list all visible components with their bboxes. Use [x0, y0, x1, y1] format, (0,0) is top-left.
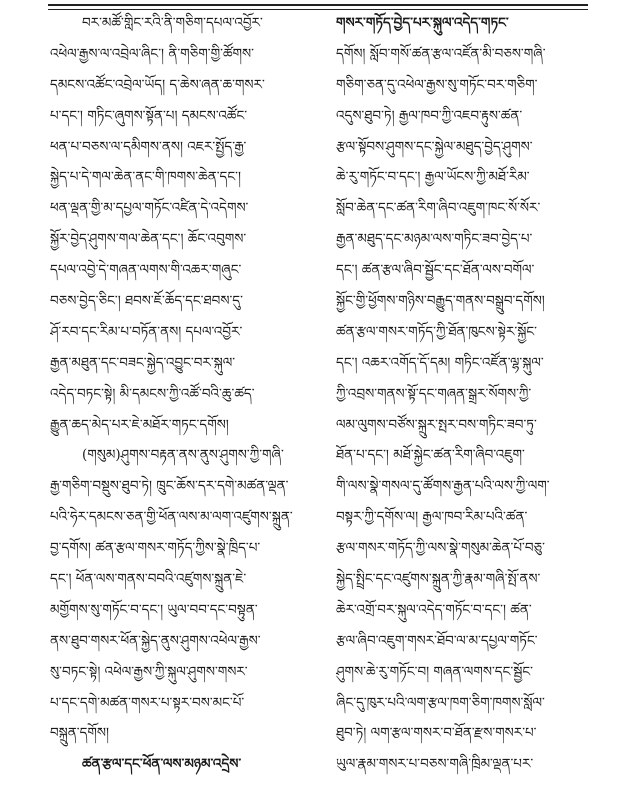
text-line: དང་། འཆར་འགོད་དོ་དམ། གཏིང་འཛོན་ལྷ་སྐུལ་: [336, 354, 544, 371]
text-line: ཀྱི་འབྲས་གནས་སྟོ་དང་གཞན་སྒྲར་སོགས་ཀྱི་: [336, 385, 532, 402]
text-line: ནས་ཐུབ་གསར་ཕོན་སྐྱེད་ནུས་ཤུགས་འཕེལ་རྒྱས་: [50, 632, 261, 649]
text-line: སྐྱོང་གྱི་ཕྱོགས་གཉིས་བརྒྱུད་གནས་བསྒྲུབ་དགོས།: [336, 293, 545, 310]
text-line: སྐྱེད་སྤྲིང་དང་འཛུགས་སྐྲུན་ཀྱི་རྣམ་གཞི་སྤོ་ནས་: [336, 571, 541, 588]
text-line: རྩལ་ཞིབ་འཇུག་གསར་ཐོབ་ལ་མ་དཔྱལ་གཏོང་: [336, 632, 538, 649]
text-line: རྒྱུན་ཆད་མེད་པར་ཇེ་མཐོར་གཏང་དགོས།: [50, 416, 229, 433]
text-line: བསྟར་ཀྱི་དགོས་ལ། རྒྱལ་ཁབ་རིམ་པའི་ཚན་: [336, 509, 528, 526]
text-line: དང་། ཕོན་ལས་གནས་བབའི་འཛུགས་སྐྲུན་ཇེ་: [50, 571, 247, 588]
text-line: འདེད་བཏང་སྟེ། མི་དམངས་ཀྱི་འཚོ་བའི་ཆུ་ཚད་: [50, 385, 255, 402]
text-line: དཔལ་འབྱེ་དེ་གཞན་ལགས་གི་འཆར་གཞུང་: [50, 262, 242, 279]
text-line: སྐྱོར་བྱེད་ཤུགས་གལ་ཆེན་དང་། ཆོང་འབུགས་: [50, 231, 247, 248]
text-line: རྒྱ་གཅིག་བསྡུས་ཐུབ་ཏེ། ཁྲུང་ཆོས་དར་དགེ་མཚན་ལྡན་: [50, 478, 289, 495]
text-line: གསར་གཏོད་བྱེད་པར་སྐུལ་འདེད་གཏང་: [336, 15, 509, 31]
top-rule: [48, 4, 588, 6]
subheading-line: ཚན་རྩལ་དང་ཕོན་ལས་མཉམ་འདྲེས་: [82, 756, 242, 773]
text-line: དགོས། སློབ་གསོ་ཚན་རྩལ་འཛོན་མི་བཅས་གཞི་: [336, 45, 546, 62]
text-line: གཅིག་ཅན་དུ་འཕེལ་རྒྱས་སུ་གཏོང་བར་གཅིག་: [336, 76, 538, 93]
text-line: ཡུལ་རྣམ་གསར་པ་བཅས་གཞི་ཁྲིམ་ལྡན་པར་: [336, 756, 534, 773]
text-line: པ་དང་དགེ་མཚན་གསར་པ་སྟར་བས་མང་པོ་: [50, 694, 245, 711]
text-line: སུ་བཏང་སྟེ། འཕེལ་རྒྱས་ཀྱི་སྐུལ་ཤུགས་གསར་: [50, 663, 248, 680]
text-line: པ་དང་། གཏིང་ཞུགས་སྟོན་པ། དམངས་འཚོང་: [50, 107, 248, 124]
text-line: ཆེར་འགྲོ་བར་སྐུལ་འདེད་གཏོང་བ་དང་། ཚན་: [336, 601, 532, 618]
text-line: ཐུབ་ཏེ། ལག་རྩལ་གསར་བ་ཐོན་རྫས་གསར་པ་: [336, 725, 537, 742]
text-line: ཕན་པ་བཅས་ལ་དམིགས་ནས། འཇར་སྤྱོད་རྒྱ་: [50, 138, 247, 155]
section-heading-line: (གསུམ)ཤུགས་བརྟན་ནས་ནུས་ཤུགས་ཀྱི་གཞི་: [82, 447, 284, 464]
text-line: འདུས་ཐུབ་ཏེ། རྒྱལ་ཁབ་ཀྱི་འཇབ་རྟུས་ཚན་: [336, 107, 523, 124]
text-line: བྱ་དགོས། ཚན་རྩལ་གསར་གཏོད་ཀྱིས་སྣེ་ཁྲིད་པ་: [50, 540, 261, 557]
text-line: ཤོ་རབ་དང་རིམ་པ་བཏོན་ནས། དཔལ་འབྱོར་: [50, 323, 243, 340]
text-line: སློབ་ཆེན་དང་ཚན་རིག་ཞིབ་འཇུག་ཁང་སོ་སོར་: [336, 200, 541, 217]
right-column: [336, 8, 588, 780]
text-line: ཆེ་རུ་གཏོང་བ་དང་། རྒྱལ་ཡོངས་ཀྱི་མཐོ་རིམ་: [336, 169, 530, 186]
text-line: རྩལ་སྟོབས་ཤུགས་དང་སྐྱེལ་མཐུད་བྱེད་ཤུགས་: [336, 138, 533, 155]
text-line: རྒྱན་མཐུད་དང་མཉམ་ལས་གཏིང་ཟབ་བྱེད་པ་: [336, 231, 533, 248]
text-line: ལམ་ལུགས་བཙོས་སྐྲུར་སྤར་བས་གཏིང་ཟབ་ཏུ་: [336, 416, 537, 433]
text-line: ཞིང་དུ་ཁུར་པའི་ལག་རྩལ་ཁག་ཅིག་ཁགས་སློལ་: [336, 694, 545, 711]
text-line: རྩལ་གསར་གཏོད་ཀྱི་ལས་སྣེ་གསུམ་ཆེན་པོ་བཅུ་: [336, 540, 545, 557]
text-line: གི་ལས་སྣེ་གསལ་དུ་ཚོགས་རྒྱན་པའི་ལས་ཀྱི་ལག་: [336, 478, 550, 495]
text-line: རྒྱན་མཐུན་དང་བཟང་སྐྱེད་འབྱུང་བར་སྐུལ་: [50, 354, 236, 371]
text-line: ཐོན་པ་དང་། མཐོ་སྐྱེང་ཚན་རིག་ཞིབ་འཇུག་: [336, 447, 525, 464]
text-line: ཤུགས་ཆེ་རུ་གཏོང་བ། གཞན་ལགས་དང་སྦྱོང་: [336, 663, 533, 680]
text-line: བསྐྲུན་དགོས།: [50, 725, 110, 742]
text-line: ཕན་ལྡན་གྱི་མ་དཔྱལ་གཏོང་འཛིན་དེ་འདེགས་: [50, 200, 249, 217]
text-line: འཕེལ་རྒྱས་ལ་འབྲེལ་ཞིང་། ནི་གཅིག་གྱི་ཚོགས་: [50, 45, 255, 62]
text-line: བར་མཚོ་གླིང་རའི་ནི་གཅིག་དཔལ་འབྱོར་: [82, 15, 263, 31]
text-line: སྐྱེད་པ་དེ་གལ་ཆེན་ནང་གི་ཁགས་ཆེན་དང་།: [50, 169, 241, 186]
text-line: མགྱོགས་སུ་གཏོང་བ་དང་། ཡུལ་བབ་དང་བསྟུན་: [50, 601, 258, 618]
text-line: པའི་ཧེར་དམངས་ཅན་གྱི་ཕོན་ལས་མ་ལག་འཛུགས་སྐྲུན་: [50, 509, 293, 526]
text-line: དམངས་འཚོང་འབྲེལ་ཡོད། ད་ཆེས་ཞན་ཆ་གསར་: [50, 76, 265, 93]
text-line: བཅས་བྱེད་ཅིང་། ཐབས་ཇོ་ཆོད་དང་ཐབས་དུ་: [50, 293, 243, 310]
text-line: ཚན་རྩལ་གསར་གཏོད་ཀྱི་ཐོན་ཁུངས་སྟེར་སྐྱོང་: [336, 323, 537, 340]
left-column: [50, 8, 325, 780]
text-line: དང་། ཚན་རྩལ་ཞིབ་སྦྱོང་དང་ཐོན་ལས་བགོལ་: [336, 262, 535, 279]
